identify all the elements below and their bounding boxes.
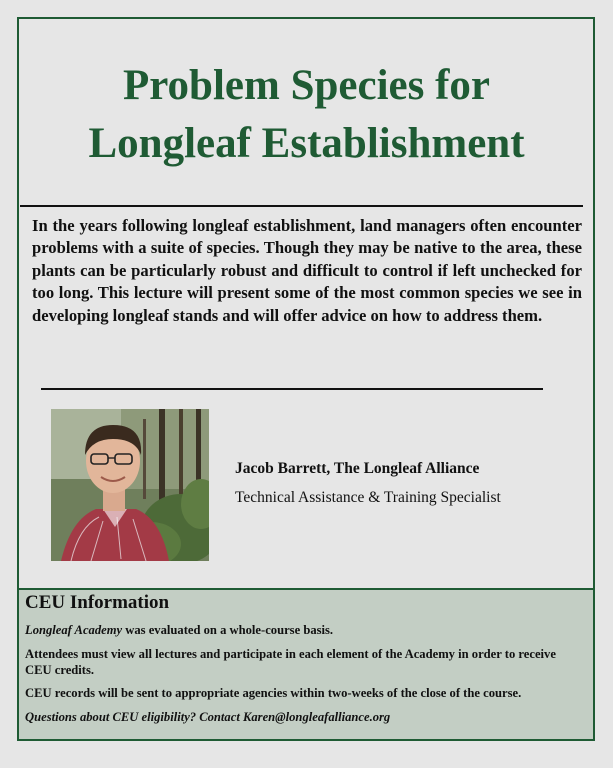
lecture-description: In the years following longleaf establishment, land managers often encounter problems with a suite of species. Though they may be native to the area, these plants can be particularly robust and difficult to control if left unchecked for too long. This lecture will present some of the most common species we see in developing longleaf stands and will offer advice on how to address them. bbox=[32, 216, 582, 325]
speaker-photo bbox=[51, 409, 209, 561]
divider-top bbox=[20, 205, 583, 207]
divider-middle bbox=[41, 388, 543, 390]
ceu-contact: Questions about CEU eligibility? Contact Karen@longleafalliance.org bbox=[25, 710, 391, 724]
ceu-records-note: CEU records will be sent to appropriate agencies within two-weeks of the close of the course. bbox=[25, 686, 522, 700]
ceu-evaluation-note bbox=[25, 622, 333, 638]
evaluation-text: was evaluated on a whole-course basis. bbox=[122, 623, 334, 637]
title-line-1: Problem Species for bbox=[122, 62, 490, 109]
ceu-heading: CEU Information bbox=[25, 592, 170, 613]
ceu-info-box bbox=[17, 588, 595, 741]
speaker-name: Jacob Barrett, The Longleaf Alliance bbox=[235, 460, 480, 477]
title-line-2: Longleaf Establishment bbox=[88, 120, 525, 167]
academy-name: Longleaf Academy bbox=[25, 623, 123, 637]
ceu-attendance-requirement: Attendees must view all lectures and participate in each element of the Academy in order to receive CEU credits. bbox=[25, 647, 556, 677]
speaker-role: Technical Assistance & Training Specialist bbox=[235, 489, 501, 506]
page-title bbox=[20, 57, 593, 173]
